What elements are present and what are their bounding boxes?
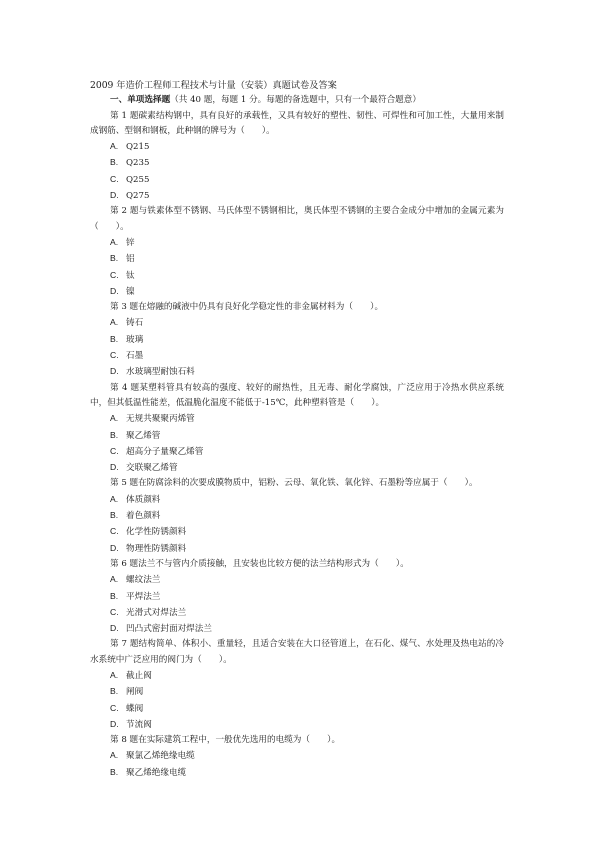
answer-option [110,508,504,524]
answer-option [110,492,504,508]
option-text: Q235 [126,158,150,169]
option-letter: C. [110,173,119,184]
option-text: 聚氯乙烯绝缘电缆 [126,751,195,762]
option-text: 光滑式对焊法兰 [126,607,187,618]
option-text: 水玻璃型耐蚀石料 [126,367,195,378]
question-text: 第 2 题与铁素体型不锈钢、马氏体型不锈钢相比，奥氏体型不锈钢的主要合金成分中增加的金属元素为（ ）。 [90,206,504,232]
answer-option [110,701,504,717]
question-text: 第 3 题在熔融的碱液中仍具有良好化学稳定性的非金属材料为（ ）。 [110,302,384,313]
option-letter: A. [110,413,119,424]
answer-option [110,428,504,444]
option-letter: B. [110,253,119,264]
option-letter: C. [110,526,119,537]
answer-option [110,172,504,188]
option-text: 凹凸式密封面对焊法兰 [126,624,212,635]
option-letter: C. [110,606,119,617]
answer-option [110,748,504,764]
question-text: 第 6 题法兰不与管内介质接触，且安装也比较方便的法兰结构形式为（ ）。 [110,558,409,569]
option-letter: A. [110,669,119,680]
option-text: 截止阀 [126,670,152,681]
option-letter: A. [110,750,119,761]
option-text: 节流阀 [126,719,152,730]
option-text: 聚乙烯绝缘电缆 [126,767,187,778]
option-text: Q255 [126,174,150,185]
section-heading-line [110,93,504,108]
option-text: 钛 [126,270,135,281]
option-letter: B. [110,686,119,697]
answer-option [110,348,504,364]
answer-option [110,315,504,331]
option-letter: D. [110,462,119,473]
option-text: Q275 [126,191,150,202]
option-text: 聚乙烯管 [126,430,161,441]
option-letter: D. [110,623,119,634]
option-letter: A. [110,574,119,585]
answer-option [110,460,504,476]
option-letter: D. [110,285,119,296]
question-text: 第 7 题结构简单、体积小、重量轻，且适合安装在大口径管道上，在石化、煤气、水处理及热电站的冷水系统中广泛应用的阀门为（ ）。 [90,639,504,665]
section-heading: 一、单项选择题 [110,95,171,106]
option-text: 石墨 [126,351,144,362]
answer-option [110,155,504,171]
option-text: 超高分子量聚乙烯管 [126,446,204,457]
answer-option [110,717,504,733]
option-text: 化学性防锈颜料 [126,527,187,538]
option-text: 交联聚乙烯管 [126,463,178,474]
document-title: 2009 年造价工程师工程技术与计量（安装）真题试卷及答案 [90,80,337,91]
option-letter: B. [110,766,119,777]
answer-option [110,284,504,300]
answer-option [110,589,504,605]
option-letter: C. [110,702,119,713]
answer-option [110,139,504,155]
option-text: 铝 [126,254,135,265]
option-text: 物理性防锈颜料 [126,543,187,554]
answer-option [110,684,504,700]
answer-option [110,332,504,348]
option-text: 铸石 [126,318,144,329]
answer-option [110,572,504,588]
option-text: 玻璃 [126,334,144,345]
option-letter: A. [110,236,119,247]
option-letter: C. [110,445,119,456]
option-letter: A. [110,493,119,504]
answer-option [110,251,504,267]
option-letter: B. [110,590,119,601]
answer-option [110,444,504,460]
option-text: Q215 [126,142,150,153]
option-text: 无规共聚聚丙烯管 [126,414,195,425]
question-text: 第 5 题在防腐涂料的次要成膜物质中，铝粉、云母、氧化铁、氧化锌、石墨粉等应属于（ ）。 [110,478,478,489]
answer-option [110,188,504,204]
option-text: 着色颜料 [126,511,161,522]
answer-option [110,411,504,427]
option-letter: A. [110,141,119,152]
question-list [90,109,504,781]
option-letter: C. [110,350,119,361]
answer-option [110,524,504,540]
answer-option [110,541,504,557]
option-text: 体质颜料 [126,494,161,505]
option-letter: D. [110,190,119,201]
option-letter: B. [110,157,119,168]
answer-option [110,765,504,781]
question-text: 第 4 题某塑料管具有较高的强度、较好的耐热性，且无毒、耐化学腐蚀，广泛应用于冷热水供应系统中，但其低温性能差，低温脆化温度不能低于-15℃，此种塑料管是（ ）。 [90,382,504,408]
option-letter: D. [110,366,119,377]
option-letter: D. [110,542,119,553]
option-letter: D. [110,718,119,729]
option-letter: B. [110,510,119,521]
option-letter: A. [110,317,119,328]
section-note: （共 40 题，每题 1 分。每题的备选题中，只有一个最符合题意） [170,95,421,106]
option-letter: B. [110,333,119,344]
document-body [90,78,504,781]
answer-option [110,668,504,684]
answer-option [110,621,504,637]
option-text: 锌 [126,237,135,248]
option-letter: B. [110,429,119,440]
question-text: 第 8 题在实际建筑工程中，一般优先选用的电缆为（ ）。 [110,735,341,746]
question-text: 第 1 题碳素结构钢中，具有良好的承载性，又具有较好的塑性、韧性、可焊性和可加工性，大量用来制成钢筋、型钢和钢板，此种钢的牌号为（ ）。 [90,110,504,136]
answer-option [110,364,504,380]
option-letter: C. [110,269,119,280]
option-text: 蝶阀 [126,703,144,714]
option-text: 平焊法兰 [126,591,161,602]
answer-option [110,235,504,251]
option-text: 闸阀 [126,687,144,698]
option-text: 镍 [126,286,135,297]
option-text: 螺纹法兰 [126,575,161,586]
answer-option [110,268,504,284]
answer-option [110,605,504,621]
